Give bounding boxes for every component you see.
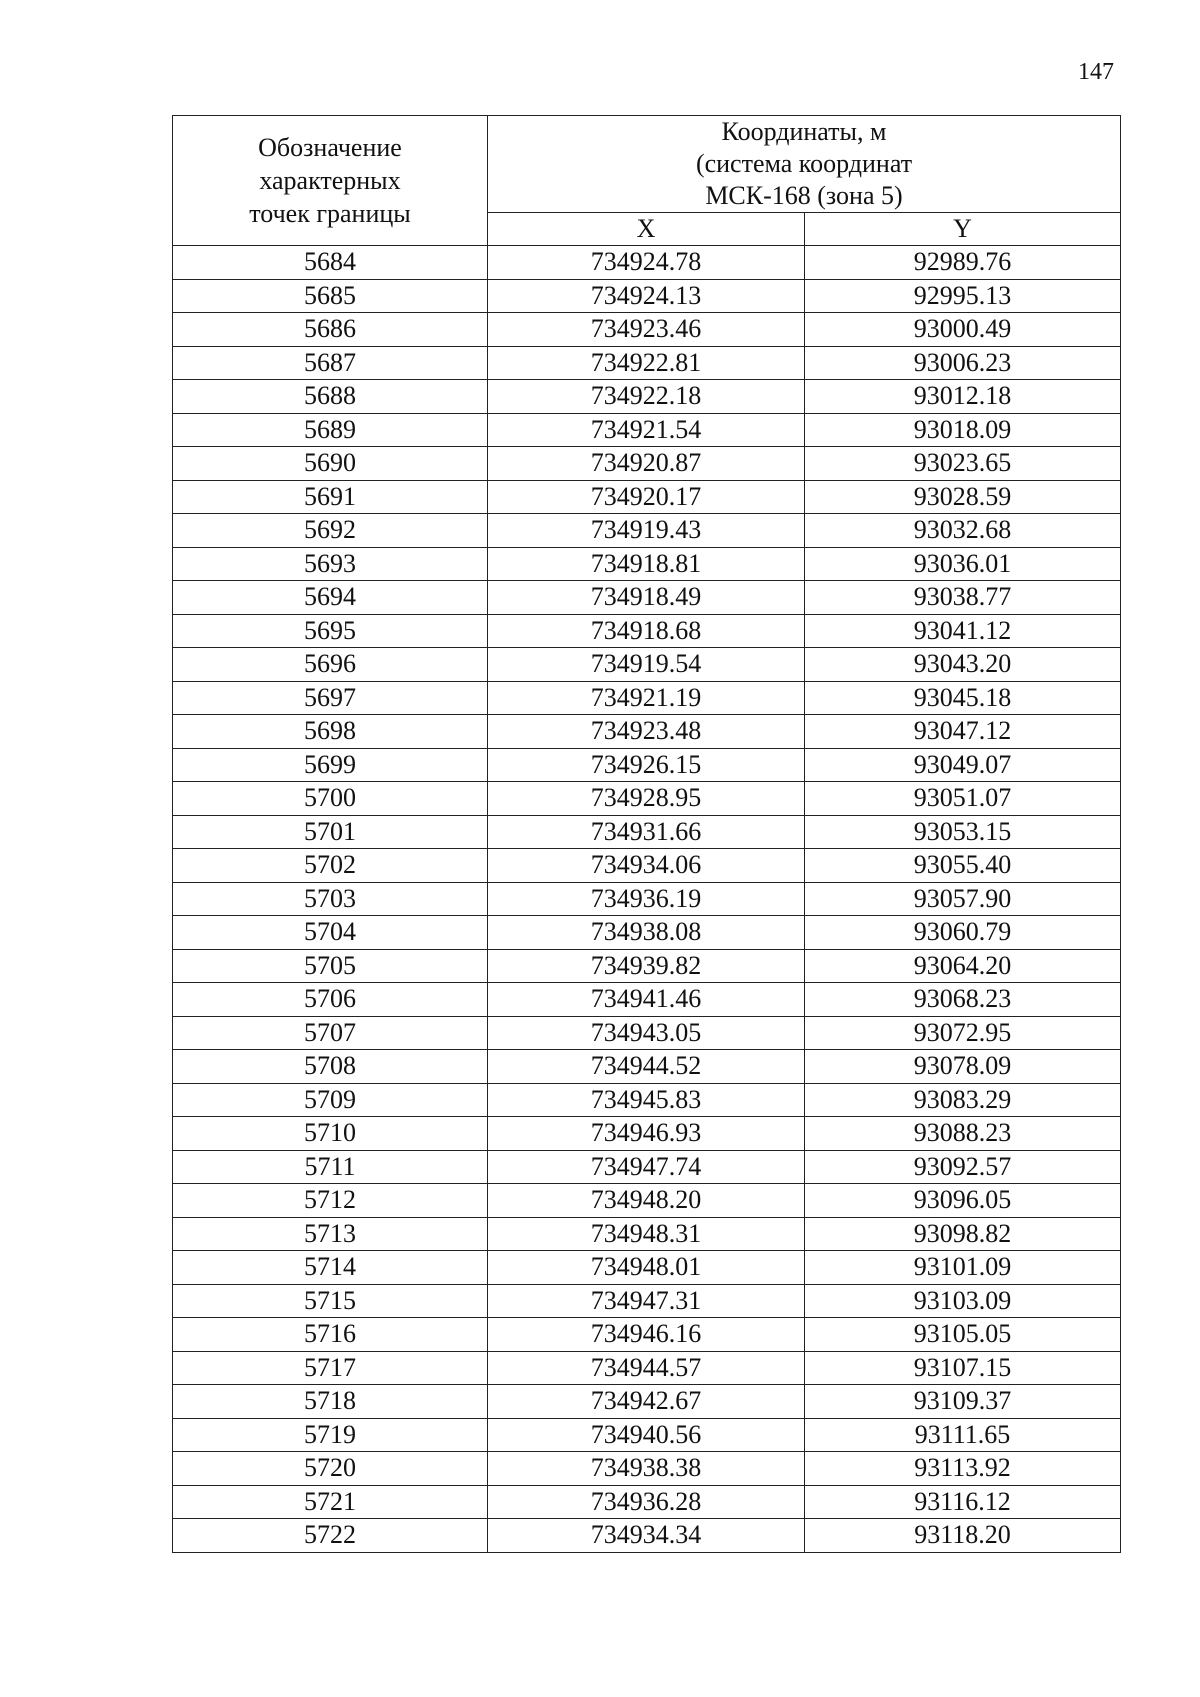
table-row	[173, 313, 1121, 347]
x-cell: 734947.74	[488, 1150, 805, 1184]
x-cell: 734919.54	[488, 648, 805, 682]
table-row	[173, 949, 1121, 983]
x-cell: 734946.93	[488, 1117, 805, 1151]
table-row	[173, 815, 1121, 849]
table-row	[173, 1318, 1121, 1352]
y-cell: 93107.15	[805, 1351, 1121, 1385]
y-cell: 93109.37	[805, 1385, 1121, 1419]
header-coordinates	[488, 116, 1121, 213]
y-cell: 93111.65	[805, 1418, 1121, 1452]
header-y: Y	[805, 213, 1121, 246]
table-row	[173, 581, 1121, 615]
point-cell: 5700	[173, 782, 488, 816]
table-row	[173, 447, 1121, 481]
point-cell: 5705	[173, 949, 488, 983]
point-cell: 5719	[173, 1418, 488, 1452]
table-row	[173, 1050, 1121, 1084]
x-cell: 734946.16	[488, 1318, 805, 1352]
point-cell: 5686	[173, 313, 488, 347]
table-row	[173, 1485, 1121, 1519]
point-cell: 5693	[173, 547, 488, 581]
point-cell: 5685	[173, 279, 488, 313]
x-cell: 734942.67	[488, 1385, 805, 1419]
y-cell: 92995.13	[805, 279, 1121, 313]
table-row	[173, 1016, 1121, 1050]
header-coordinates-line: МСК-168 (зона 5)	[705, 181, 903, 210]
y-cell: 93023.65	[805, 447, 1121, 481]
x-cell: 734944.52	[488, 1050, 805, 1084]
x-cell: 734919.43	[488, 514, 805, 548]
x-cell: 734920.87	[488, 447, 805, 481]
y-cell: 93103.09	[805, 1284, 1121, 1318]
point-cell: 5716	[173, 1318, 488, 1352]
y-cell: 93092.57	[805, 1150, 1121, 1184]
y-cell: 93036.01	[805, 547, 1121, 581]
table-row	[173, 1284, 1121, 1318]
y-cell: 93060.79	[805, 916, 1121, 950]
table-row	[173, 514, 1121, 548]
point-cell: 5694	[173, 581, 488, 615]
point-cell: 5713	[173, 1217, 488, 1251]
y-cell: 93047.12	[805, 715, 1121, 749]
header-coordinates-line: (система координат	[695, 149, 913, 178]
x-cell: 734926.15	[488, 748, 805, 782]
point-cell: 5696	[173, 648, 488, 682]
y-cell: 93113.92	[805, 1452, 1121, 1486]
table-row	[173, 380, 1121, 414]
table-row	[173, 1150, 1121, 1184]
point-cell: 5714	[173, 1251, 488, 1285]
table-row	[173, 1385, 1121, 1419]
y-cell: 93032.68	[805, 514, 1121, 548]
y-cell: 93098.82	[805, 1217, 1121, 1251]
y-cell: 93055.40	[805, 849, 1121, 883]
x-cell: 734936.28	[488, 1485, 805, 1519]
table-row	[173, 882, 1121, 916]
table-row	[173, 715, 1121, 749]
y-cell: 93012.18	[805, 380, 1121, 414]
x-cell: 734923.46	[488, 313, 805, 347]
point-cell: 5720	[173, 1452, 488, 1486]
y-cell: 93000.49	[805, 313, 1121, 347]
x-cell: 734940.56	[488, 1418, 805, 1452]
point-cell: 5688	[173, 380, 488, 414]
point-cell: 5702	[173, 849, 488, 883]
point-cell: 5710	[173, 1117, 488, 1151]
y-cell: 93096.05	[805, 1184, 1121, 1218]
x-cell: 734944.57	[488, 1351, 805, 1385]
point-cell: 5684	[173, 246, 488, 280]
point-cell: 5690	[173, 447, 488, 481]
table-row	[173, 1217, 1121, 1251]
y-cell: 93083.29	[805, 1083, 1121, 1117]
header-point-designation	[173, 116, 488, 246]
coordinates-table	[172, 115, 1121, 1553]
y-cell: 93028.59	[805, 480, 1121, 514]
table-header	[173, 116, 1121, 246]
table-body	[173, 246, 1121, 1553]
point-cell: 5695	[173, 614, 488, 648]
table-row	[173, 1184, 1121, 1218]
point-cell: 5707	[173, 1016, 488, 1050]
x-cell: 734945.83	[488, 1083, 805, 1117]
y-cell: 93053.15	[805, 815, 1121, 849]
y-cell: 93072.95	[805, 1016, 1121, 1050]
y-cell: 93068.23	[805, 983, 1121, 1017]
point-cell: 5709	[173, 1083, 488, 1117]
header-designation-line: характерных	[259, 166, 401, 195]
y-cell: 93043.20	[805, 648, 1121, 682]
point-cell: 5699	[173, 748, 488, 782]
point-cell: 5717	[173, 1351, 488, 1385]
table-row	[173, 983, 1121, 1017]
point-cell: 5697	[173, 681, 488, 715]
x-cell: 734918.81	[488, 547, 805, 581]
point-cell: 5712	[173, 1184, 488, 1218]
y-cell: 93051.07	[805, 782, 1121, 816]
table-row	[173, 1251, 1121, 1285]
header-designation-line: Обозначение	[258, 133, 402, 162]
point-cell: 5718	[173, 1385, 488, 1419]
x-cell: 734918.68	[488, 614, 805, 648]
point-cell: 5689	[173, 413, 488, 447]
table-row	[173, 748, 1121, 782]
point-cell: 5704	[173, 916, 488, 950]
table-row	[173, 782, 1121, 816]
y-cell: 93078.09	[805, 1050, 1121, 1084]
x-cell: 734941.46	[488, 983, 805, 1017]
point-cell: 5692	[173, 514, 488, 548]
x-cell: 734924.78	[488, 246, 805, 280]
y-cell: 93064.20	[805, 949, 1121, 983]
table-row	[173, 413, 1121, 447]
point-cell: 5715	[173, 1284, 488, 1318]
y-cell: 93116.12	[805, 1485, 1121, 1519]
y-cell: 93018.09	[805, 413, 1121, 447]
table-row	[173, 614, 1121, 648]
point-cell: 5698	[173, 715, 488, 749]
point-cell: 5722	[173, 1519, 488, 1553]
x-cell: 734918.49	[488, 581, 805, 615]
y-cell: 93101.09	[805, 1251, 1121, 1285]
y-cell: 93045.18	[805, 681, 1121, 715]
y-cell: 93038.77	[805, 581, 1121, 615]
y-cell: 93049.07	[805, 748, 1121, 782]
x-cell: 734921.19	[488, 681, 805, 715]
table-row	[173, 1351, 1121, 1385]
y-cell: 93088.23	[805, 1117, 1121, 1151]
table-row	[173, 681, 1121, 715]
table-row	[173, 916, 1121, 950]
x-cell: 734934.34	[488, 1519, 805, 1553]
y-cell: 93057.90	[805, 882, 1121, 916]
table-row	[173, 480, 1121, 514]
table-row	[173, 279, 1121, 313]
header-x: X	[488, 213, 805, 246]
header-designation-line: точек границы	[249, 199, 411, 228]
y-cell: 93041.12	[805, 614, 1121, 648]
point-cell: 5708	[173, 1050, 488, 1084]
x-cell: 734936.19	[488, 882, 805, 916]
y-cell: 93118.20	[805, 1519, 1121, 1553]
x-cell: 734924.13	[488, 279, 805, 313]
x-cell: 734922.81	[488, 346, 805, 380]
table-row	[173, 1452, 1121, 1486]
table-row	[173, 648, 1121, 682]
x-cell: 734931.66	[488, 815, 805, 849]
point-cell: 5701	[173, 815, 488, 849]
table-row	[173, 1418, 1121, 1452]
point-cell: 5706	[173, 983, 488, 1017]
x-cell: 734948.20	[488, 1184, 805, 1218]
x-cell: 734938.38	[488, 1452, 805, 1486]
x-cell: 734928.95	[488, 782, 805, 816]
point-cell: 5711	[173, 1150, 488, 1184]
x-cell: 734922.18	[488, 380, 805, 414]
point-cell: 5721	[173, 1485, 488, 1519]
x-cell: 734934.06	[488, 849, 805, 883]
table-row	[173, 1519, 1121, 1553]
point-cell: 5687	[173, 346, 488, 380]
x-cell: 734948.01	[488, 1251, 805, 1285]
x-cell: 734923.48	[488, 715, 805, 749]
y-cell: 92989.76	[805, 246, 1121, 280]
table-row	[173, 246, 1121, 280]
table-row	[173, 849, 1121, 883]
point-cell: 5703	[173, 882, 488, 916]
x-cell: 734947.31	[488, 1284, 805, 1318]
y-cell: 93006.23	[805, 346, 1121, 380]
point-cell: 5691	[173, 480, 488, 514]
page-number: 147	[1078, 59, 1114, 85]
x-cell: 734948.31	[488, 1217, 805, 1251]
x-cell: 734939.82	[488, 949, 805, 983]
x-cell: 734921.54	[488, 413, 805, 447]
table-row	[173, 1117, 1121, 1151]
table-row	[173, 547, 1121, 581]
header-coordinates-line: Координаты, м	[721, 117, 887, 146]
table-row	[173, 1083, 1121, 1117]
y-cell: 93105.05	[805, 1318, 1121, 1352]
x-cell: 734943.05	[488, 1016, 805, 1050]
x-cell: 734938.08	[488, 916, 805, 950]
table-row	[173, 346, 1121, 380]
x-cell: 734920.17	[488, 480, 805, 514]
